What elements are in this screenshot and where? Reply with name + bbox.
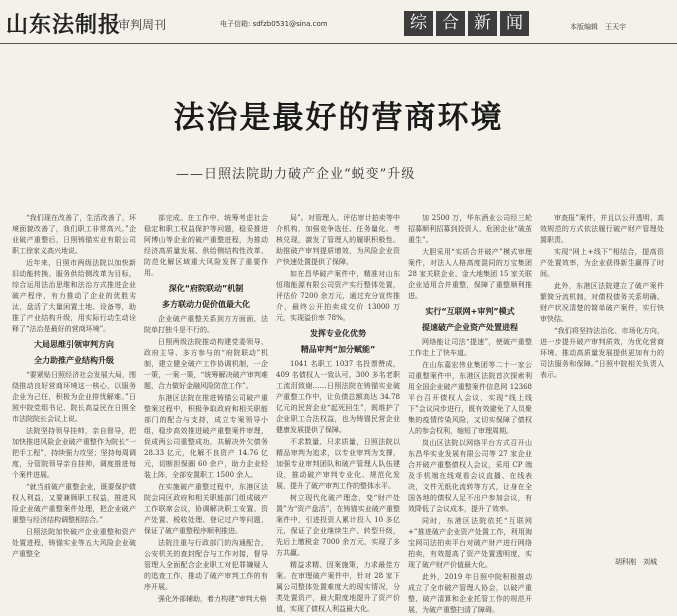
article-subtitle: ——日照法院助力破产企业“蜕变”升级 — [176, 167, 416, 182]
paragraph: 此外，2019 年日照中院积极推动成立了全市破产管理人协会，以破产重整、破产清算和企业托管工作的规范开展，为破产重整扫清了障碍。 — [408, 573, 532, 614]
section-heading: 精品审判“加分赋能” — [300, 345, 376, 354]
paragraph: 树立现代化破产理念，变“财产处置”为“资产盘活”，在铸锚实业破产重整案件中，引进投资人累计投入 10 多亿元，保证了企业继续生产、转型升级，先后上缴税金 7000 余万元，实现了多方共赢。 — [276, 494, 400, 557]
section-name: 审判周刊 — [118, 18, 167, 32]
text-column — [12, 213, 136, 571]
section-heading: 多方联动力促价值最大化 — [162, 300, 250, 309]
paragraph: 在山东嘉宏伟业集团等二十一家公司重整案件中，东港区法院首次探索利用全国企业破产重整案件信息网 12368 平台召开债权人会议，实现“线上线下”会议同步进行，既有效避免了人员聚集的疫情传染风险，又切实保障了债权人的参会权利，缩短了审理周期。 — [408, 361, 532, 435]
column-title-char: 合 — [436, 11, 465, 36]
section-heading: 提速破产企业资产处置进程 — [422, 323, 518, 332]
section-heading: 发挥专业化优势 — [310, 329, 366, 338]
paragraph: “要紧贴日照经济社会发展大局，围绕推动良好营商环境这一核心，以服务企业为己任，积极为企业排忧解难。”日照中院党组书记、院长高益民在日照全市法院院长会议上说。 — [12, 371, 136, 423]
article-body — [12, 213, 667, 614]
paragraph: 近年来，日照市两级法院以加快新旧动能转换、服务供给侧改革为目标，综合运用法治思维和法治方式推进企业破产程序，有力推动了企业的优胜劣汰，盘活了大量闲置土地、设备等，助推了产业结构升级，用实际行动生动诠释了“法治是最好的营商环境”。 — [12, 259, 136, 333]
column-title-char: 综 — [404, 11, 433, 36]
text-column — [540, 213, 664, 571]
section-heading: 实行“互联网+审判”模式 — [425, 307, 515, 316]
column-title-char: 新 — [468, 11, 497, 36]
masthead — [0, 0, 677, 44]
section-heading: 全力助推产业结构升级 — [34, 356, 114, 365]
paragraph: 岚山区法院以网络平台方式召开山东昌华实业发展有限公司等 27 家企业合并破产重整债权人会议，采用 CP 端及手机端在线观看会议直播、在线表决，文件无纸化流转等方式，让身在全国各地的债权人足不出户参加会议，有效降低了会议成本，提升了效率。 — [408, 439, 532, 513]
paragraph: 日照两级法院推动构建党委领导、政府主导、多方参与的“府院联动”机制，建立健全破产工作协调机制，一企一策，一案一策，“统筹解决破产审判难题，合力做好金融风险防范工作”。 — [144, 338, 268, 390]
paragraph: 不求数量、只求质量，日照法院以精品审判为追求，以专业审判为支撑，加强专业审判团队和破产管理人队伍建设，推动破产审判专业化、规范化发展，提升了破产审判工作的整体水平。 — [276, 438, 400, 490]
paragraph: “我们现在改善了，生活改善了，环境面貌改善了，我们职工非常高兴。”企业破产重整后，日照铸锚实业有限公司职工徐家义高兴地说。 — [12, 214, 136, 255]
column-title-char: 闻 — [500, 11, 529, 36]
paragraph: 法院注重与行政部门的沟通配合，公安机关的查封配合与工作对接，督导管理人全面配合企业职工对犯罪嫌疑人的追查工作，推动了破产审判工作的有序开展。 — [144, 539, 268, 591]
paragraph: 强化外部辅助，着力构建“审判大格 — [158, 595, 267, 603]
paragraph: 实现“网上+线下”相结合，提高资产处置效率，为企业获得新生赢得了时间。 — [540, 248, 664, 278]
column-title — [404, 11, 529, 36]
text-column — [276, 213, 400, 613]
contact-email: 电子信箱: sdfzb0531@sina.com — [220, 20, 328, 28]
paragraph: 1041 名职工 1037 名投票赞成，409 名债权人一致认可，300 多名老职工流泪致谢……日照法院在铸锚实业破产重整工作中，让负债总额高达 34.78 亿元的民营企业“起死回生”，既维护了企业职工合法权益，也为铸锚民营企业健康发展提供了保障。 — [276, 360, 400, 434]
article-headline: 法治是最好的营商环境 — [173, 100, 504, 136]
masthead-divider — [0, 43, 677, 44]
paragraph: 网络能让司法“提速”，使破产重整工作走上了快车道。 — [408, 338, 532, 357]
section-heading: 大局思维引领审判方向 — [34, 340, 114, 349]
paragraph: 日照法院加快破产企业重整和资产处置进程，铸锚实业等五大风险企业破产重整全 — [12, 528, 136, 558]
article-byline: 胡科刚 刘城 — [615, 558, 657, 566]
paragraph: “我们将坚持法治化、市场化方向，进一步提升破产审判质效，为优化营商环境、推动高质量发展提供更加有力的司法服务和保障。”日照中院相关负责人表示。 — [540, 327, 664, 379]
paragraph: 法院坚持领导挂帅，亲自督导，把加快推进风险企业破产重整作为院长“一把手工程”，持续强力攻坚；坚持每周调度，分管院领导亲自挂帅，调度推进每个案件进展。 — [12, 427, 136, 479]
paragraph: 东港区法院在推进铸锚公司破产重整案过程中，积极争取政府和相关职能部门的配合与支持，成立专案领导小组，稳步高效推进破产重整案件审理，促成两公司重整成功，共解决外欠债务 28.33 亿元，化解不良资产 14.76 亿元，切断担保圈 60 余户，助力企业轻装上阵，全部安置职工 1500 余人。 — [144, 394, 268, 479]
paragraph: 大胆采用“实质合并破产”模式审理案件，对法人人格高度混同的万宝集团 28 家关联企业、金大地集团 15 家关联企业适用合并重整，保障了重整顺利推进。 — [408, 248, 532, 300]
text-column — [408, 213, 532, 614]
newspaper-logo: 山东法制报 — [6, 12, 122, 38]
paragraph: 加 2500 万，华东酒业公司经三轮招募顺利招募到投资人，危困企业“破茧重生”。 — [408, 214, 532, 244]
page-editor: 本版编辑 王天宇 — [570, 23, 626, 31]
paragraph: 此外，东港区法院建立了破产案件繁简分流机制，对债权债务关系明确、财产状况清楚的简单破产案件，实行快审快结。 — [540, 282, 664, 323]
paragraph: 企业破产重整关系到方方面面，法院单打独斗是不行的。 — [144, 315, 268, 334]
paragraph: “就当前破产重整企业，既要保护债权人利益，又要兼顾职工权益，推进风险企业破产重整案件处理，把企业破产重整与经济结构调整相结合。” — [12, 483, 136, 524]
paragraph: 局”。对管理人、评估审计拍卖等中介机构，加强竞争选任、任务量化、考核兑现，激发了管理人的履职积极性。助推破产审判提质增效，为风险企业资产快速处置提供了保障。 — [276, 214, 400, 266]
paragraph: 审查报”案件，并且以公开透明、高效规范的方式依法履行破产财产管理处置职责。 — [540, 214, 664, 244]
paragraph: 精益求精、因案施策，力求最佳方案。在审理破产案件中，针对 28 家下属公司整体处置难度大的现实情况，分类处置资产，最大限度地提升了资产价值，实现了债权人利益最大化。 — [276, 561, 400, 613]
paragraph: 如在昌华破产案件中，精准对山东恒瑞能源有限公司资产实行整体处置，评估价 7200 余万元，通过充分宣传推介，最终公开拍卖成交价 13000 万元，实现溢价率 78%。 — [276, 270, 400, 322]
paragraph: 在实施破产重整过程中，东港区法院会同区政府和相关职能部门组成破产工作联席会议，协调解决职工安置、资产处置、税收处理、登记过户等问题，保证了破产重整程序顺利推进。 — [144, 483, 268, 535]
text-column — [144, 213, 268, 603]
section-heading: 深化“府院联动”机制 — [168, 284, 244, 293]
paragraph: 部完成。在工作中，统筹考虑社会稳定和职工权益保护等问题，稳妥推进阿博山等企业的破产重整进程，为推动经济高质量发展、供给侧结构性改革、防范化解区域重大风险发挥了重要作用。 — [144, 214, 268, 277]
paragraph: 同时，东港区法院依托“互联网+”推进破产企业资产处置工作，利用淘宝网司法拍卖平台对破产财产进行网络拍卖，有效提高了资产处置透明度，实现了破产财产价值最大化。 — [408, 517, 532, 569]
